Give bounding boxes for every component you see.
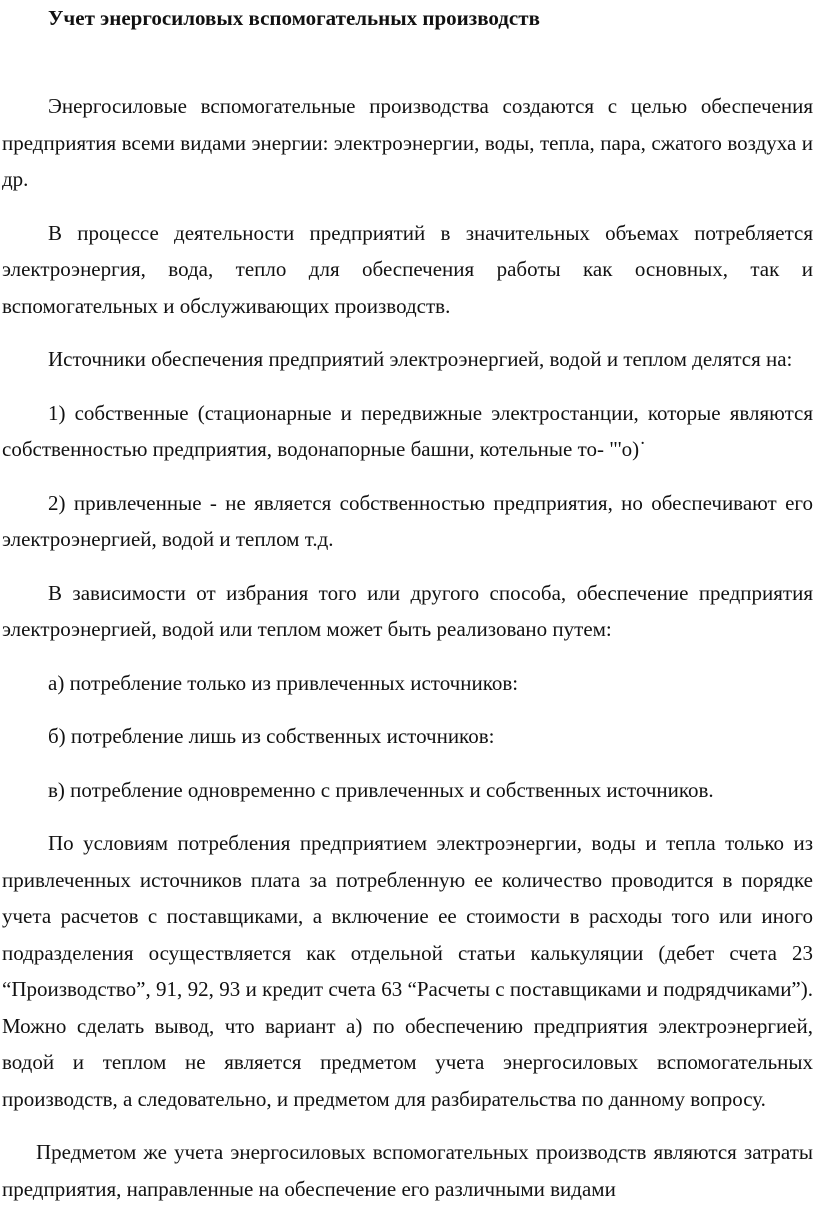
document-title: Учет энергосиловых вспомогательных производств [48,6,540,30]
document-body [2,88,813,1224]
paragraph-subject-of-accounting: Предметом же учета энергосиловых вспомогательных производств являются затраты предприятия, направленные на обеспечение его различными видами [2,1140,813,1201]
list-item-c: в) потребление одновременно с привлеченных и собственных источников. [48,777,714,802]
paragraph-purpose: Энергосиловые вспомогательные производства создаются с целью обеспечения предприятия всеми видами энергии: электроэнергии, воды, тепла, пара, сжатого воздуха и др. [2,94,813,191]
list-item-b: б) потребление лишь из собственных источников: [48,724,495,748]
paragraph-sources-intro: Источники обеспечения предприятий электроэнергией, водой и теплом делятся на: [48,347,793,371]
paragraph-payment-conditions: По условиям потребления предприятием электроэнергии, воды и тепла только из привлеченных источников плата за потребленную ее количество проводится в порядке учета расчетов с поставщиками, а включение ее стоимости в расходы того или иного подразделения осуществляется как отдельной статьи калькуляции (дебет счета 23 “Производство”, 91, 92, 93 и кредит счета 63 “Расчеты с поставщиками и подрядчиками”). Можно сделать вывод, что вариант а) по обеспечению предприятия электроэнергией, водой и теплом не является предметом учета энергосиловых вспомогательных производств, а следовательно, и предметом для разбирательства по данному вопросу. [2,831,813,1111]
paragraph-consumption: В процессе деятельности предприятий в значительных объемах потребляется электроэнергия, вода, тепло для обеспечения работы как основных, так и вспомогательных и обслуживающих производств. [2,220,813,318]
list-item-a: а) потребление только из привлеченных источников: [48,670,519,695]
paragraph-attracted-sources: 2) привлеченные - не является собственностью предприятия, но обеспечивают его электроэнергией, водой и теплом т.д. [2,490,813,551]
paragraph-methods-intro: В зависимости от избрания того или другого способа, обеспечение предприятия электроэнергией, водой или теплом может быть реализовано путем: [2,580,813,641]
paragraph-own-sources: 1) собственные (стационарные и передвижные электростанции, которые являются собственностью предприятия, водонапорные башни, котельные то- "'о)˙ [2,400,813,461]
